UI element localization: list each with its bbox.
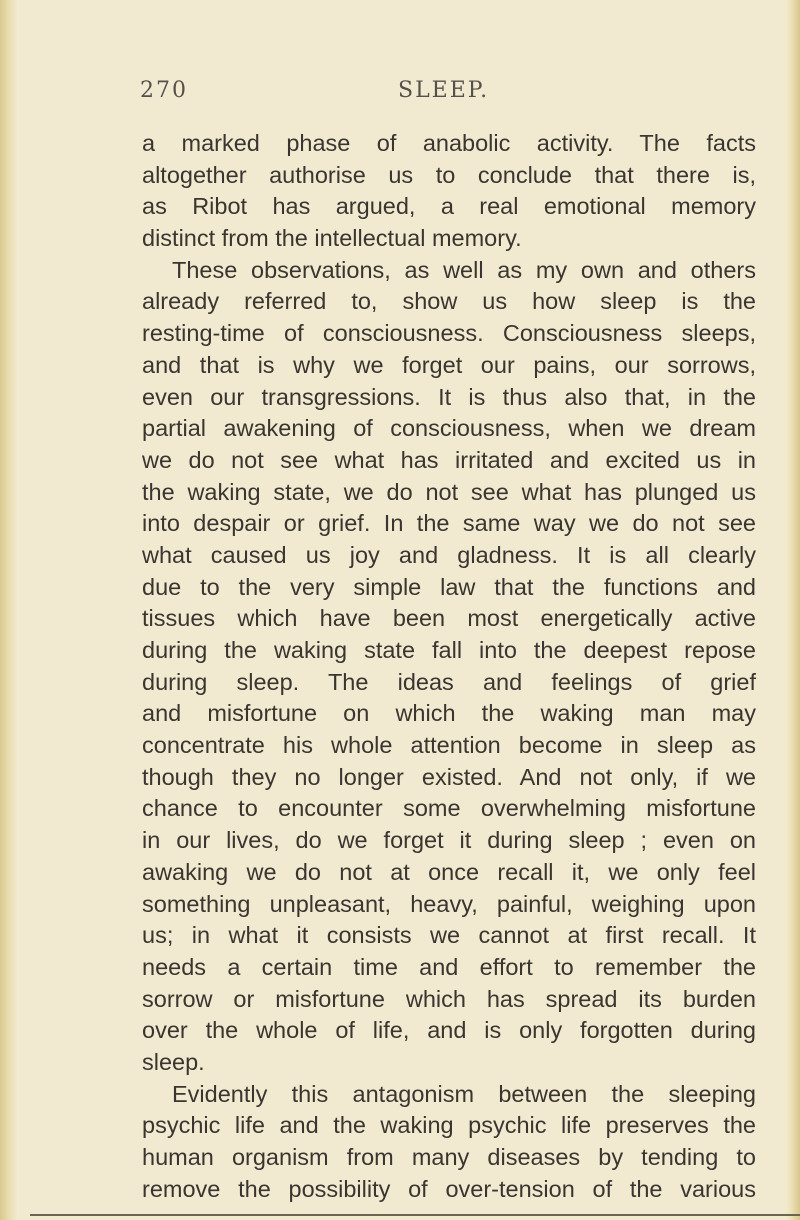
text-line: we do not see what has irritated and excited us in xyxy=(142,446,756,473)
body-text xyxy=(142,128,756,1205)
text-line: remove the possibility of over-tension of the various xyxy=(142,1175,756,1202)
text-line: us; in what it consists we cannot at first recall. It xyxy=(142,922,756,949)
text-line: as Ribot has argued, a real emotional memory xyxy=(142,193,756,220)
text-line: Evidently this antagonism between the sleeping xyxy=(172,1080,756,1107)
text-line: resting-time of consciousness. Consciousness sleeps, xyxy=(142,320,756,347)
text-line: These observations, as well as my own and others xyxy=(172,256,756,283)
text-line: concentrate his whole attention become in sleep as xyxy=(142,732,756,759)
text-line: during the waking state fall into the deepest repose xyxy=(142,637,756,663)
text-line: distinct from the intellectual memory. xyxy=(142,225,522,252)
text-line: and misfortune on which the waking man may xyxy=(142,700,756,727)
text-line: and that is why we forget our pains, our sorrows, xyxy=(142,351,756,378)
text-line: in our lives, do we forget it during sleep ; even on xyxy=(142,827,756,854)
text-line: though they no longer existed. And not only, if we xyxy=(142,763,756,790)
text-line: what caused us joy and gladness. It is all clearly xyxy=(142,541,756,568)
text-line: chance to encounter some overwhelming misfortune xyxy=(142,795,756,822)
running-title: SLEEP. xyxy=(398,78,490,103)
text-line: due to the very simple law that the functions and xyxy=(142,573,756,600)
text-line: human organism from many diseases by tending to xyxy=(142,1144,756,1170)
text-line: already referred to, show us how sleep is the xyxy=(142,288,756,315)
text-line: tissues which have been most energetically active xyxy=(142,605,756,632)
text-line: over the whole of life, and is only forgotten during xyxy=(142,1017,756,1044)
text-line: something unpleasant, heavy, painful, weighing upon xyxy=(142,890,756,917)
text-line: needs a certain time and effort to remember the xyxy=(142,953,756,980)
page-number: 270 xyxy=(140,78,188,103)
page-edge-right xyxy=(786,0,800,1220)
text-line: during sleep. The ideas and feelings of grief xyxy=(142,668,756,695)
page-edge-left xyxy=(0,0,18,1220)
text-line: altogether authorise us to conclude that there is, xyxy=(142,161,756,188)
text-line: partial awakening of consciousness, when we dream xyxy=(142,415,756,442)
text-line: the waking state, we do not see what has plunged us xyxy=(142,478,756,505)
text-line: psychic life and the waking psychic life preserves the xyxy=(142,1112,756,1139)
bottom-rule xyxy=(30,1214,800,1216)
text-line: even our transgressions. It is thus also that, in the xyxy=(142,383,756,410)
text-line: awaking we do not at once recall it, we only feel xyxy=(142,858,756,885)
text-line: sorrow or misfortune which has spread its burden xyxy=(142,985,756,1012)
text-line: into despair or grief. In the same way we do not see xyxy=(142,510,756,537)
running-head xyxy=(140,78,740,108)
text-line: sleep. xyxy=(142,1048,205,1075)
text-line: a marked phase of anabolic activity. The facts xyxy=(142,130,756,156)
